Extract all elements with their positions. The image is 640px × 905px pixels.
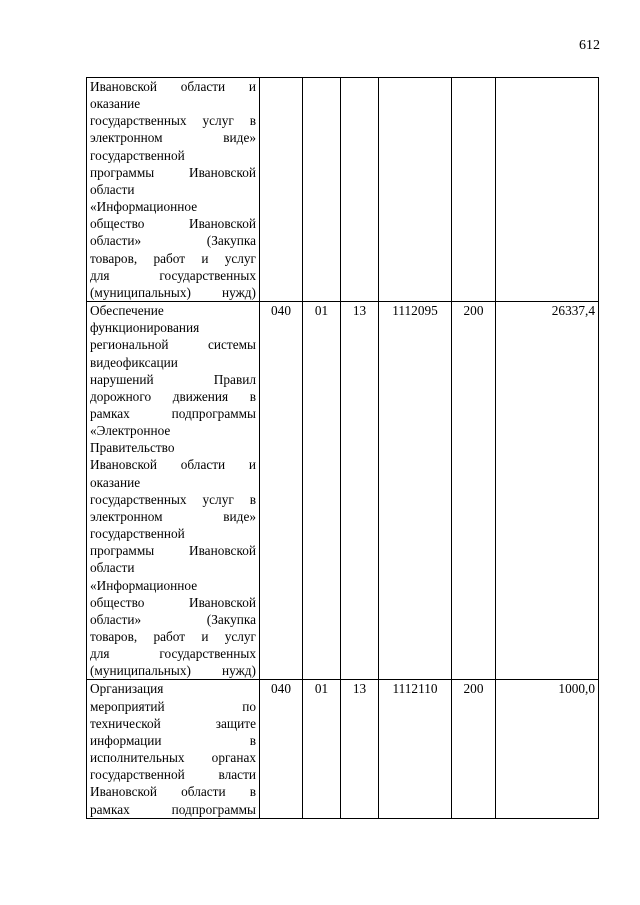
description-line: Правительство xyxy=(90,440,175,456)
description-line: государственных услуг в xyxy=(90,113,256,129)
description-line: электронном виде» xyxy=(90,508,256,524)
description-cell xyxy=(87,302,260,680)
description-line: функционирования xyxy=(90,320,200,336)
table-row xyxy=(87,78,599,302)
amount-cell: 1000,0 xyxy=(496,680,599,818)
description-cell xyxy=(87,680,260,818)
description-line: «Информационное xyxy=(90,577,198,593)
description-line: мероприятий по xyxy=(90,698,256,714)
description-line: оказание xyxy=(90,474,141,490)
description-line: государственных услуг в xyxy=(90,491,256,507)
description-line: Ивановской области и xyxy=(90,457,256,473)
description-line: Ивановской области в xyxy=(90,784,256,800)
description-line: для государственных xyxy=(90,267,256,283)
description-line: программы Ивановской xyxy=(90,543,256,559)
target-article-cell: 1112110 xyxy=(379,680,452,818)
description-line: области xyxy=(90,181,135,197)
description-line: области» (Закупка xyxy=(90,611,256,627)
description-line: области» (Закупка xyxy=(90,233,256,249)
subsection-code-cell xyxy=(341,78,379,302)
description-line: Обеспечение xyxy=(90,303,164,319)
section-code-cell xyxy=(303,78,341,302)
description-line: Ивановской области и xyxy=(90,79,256,94)
subsection-code-cell: 13 xyxy=(341,680,379,818)
description-line: государственной xyxy=(90,147,185,163)
description-line: для государственных xyxy=(90,646,256,662)
description-line: общество Ивановской xyxy=(90,216,256,232)
description-line: государственной xyxy=(90,526,185,542)
expense-type-cell xyxy=(452,78,496,302)
ministry-code-cell: 040 xyxy=(260,680,303,818)
description-line: исполнительных органах xyxy=(90,750,256,766)
description-line: Организация xyxy=(90,681,164,697)
page-number: 612 xyxy=(579,38,600,53)
description-line: общество Ивановской xyxy=(90,594,256,610)
description-line: товаров, работ и услуг xyxy=(90,250,256,266)
section-code-cell: 01 xyxy=(303,302,341,680)
description-line: оказание xyxy=(90,96,141,112)
description-line: видеофиксации xyxy=(90,354,178,370)
expense-type-cell: 200 xyxy=(452,680,496,818)
description-line: рамках подпрограммы xyxy=(90,405,256,421)
amount-cell: 26337,4 xyxy=(496,302,599,680)
target-article-cell xyxy=(379,78,452,302)
description-line: товаров, работ и услуг xyxy=(90,629,256,644)
ministry-code-cell xyxy=(260,78,303,302)
section-code-cell: 01 xyxy=(303,680,341,818)
expense-type-cell: 200 xyxy=(452,302,496,680)
description-line: (муниципальных) нужд) xyxy=(90,663,256,679)
description-line: «Электронное xyxy=(90,423,171,439)
ministry-code-cell: 040 xyxy=(260,302,303,680)
description-line: государственной власти xyxy=(90,767,256,783)
description-line: «Информационное xyxy=(90,199,198,215)
description-line: рамках подпрограммы xyxy=(90,801,256,817)
description-cell xyxy=(87,78,260,302)
table-row xyxy=(87,302,599,680)
amount-cell xyxy=(496,78,599,302)
description-line: региональной системы xyxy=(90,337,256,353)
budget-table xyxy=(86,77,599,819)
subsection-code-cell: 13 xyxy=(341,302,379,680)
description-line: дорожного движения в xyxy=(90,388,256,404)
table-row xyxy=(87,680,599,818)
target-article-cell: 1112095 xyxy=(379,302,452,680)
description-line: программы Ивановской xyxy=(90,164,256,180)
description-line: нарушений Правил xyxy=(90,371,256,387)
description-line: технической защите xyxy=(90,715,256,731)
description-line: области xyxy=(90,560,135,576)
description-line: (муниципальных) нужд) xyxy=(90,284,256,300)
description-line: электронном виде» xyxy=(90,130,256,146)
description-line: информации в xyxy=(90,732,256,748)
